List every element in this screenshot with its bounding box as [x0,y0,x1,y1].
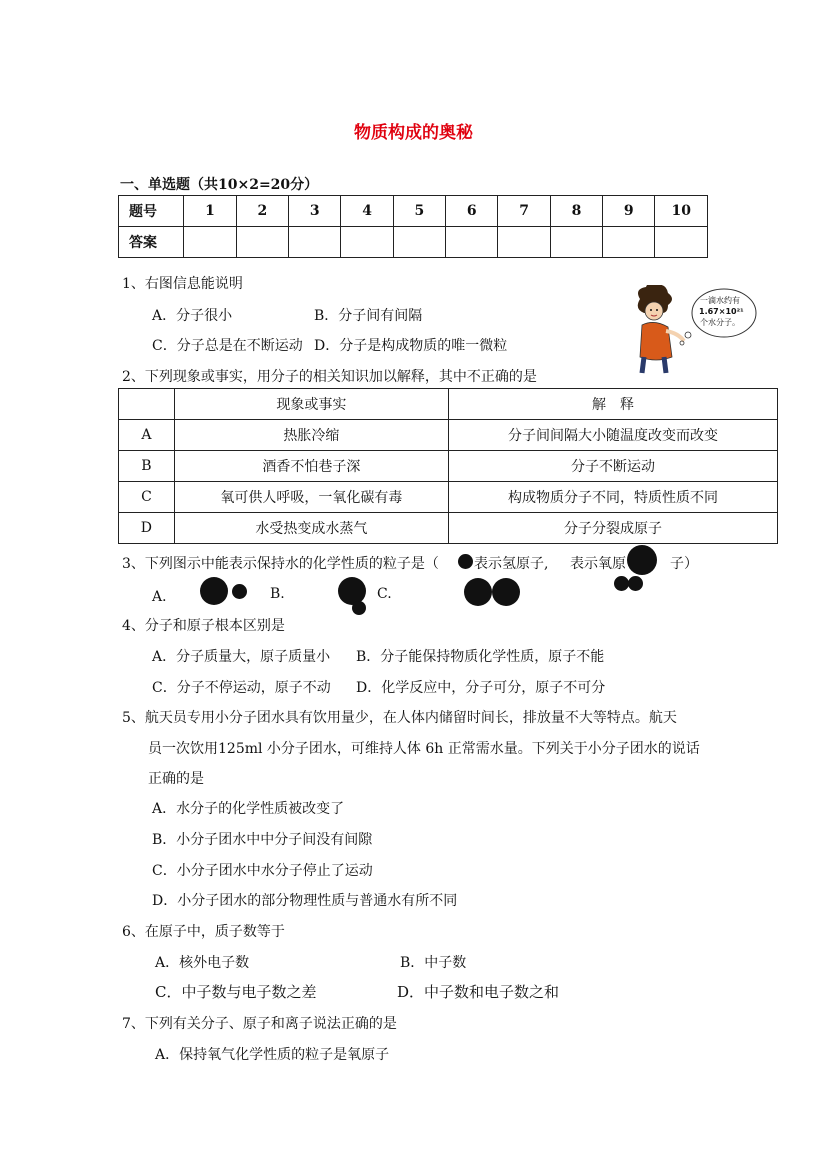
answer-number-cell: 9 [603,196,655,227]
question-5-option-b: B．小分子团水中中分子间没有间隙 [152,832,373,848]
question-6-stem: 6、在原子中，质子数等于 [122,924,285,940]
question-6-option-d: D．中子数和电子数之和 [397,983,560,1001]
answer-table-row-label: 题号 [119,196,184,227]
table-row [119,482,778,513]
question-3-option-a: A． [152,589,177,605]
question-7-option-a: A．保持氧气化学性质的粒子是氧原子 [155,1047,390,1063]
thought-bubble-line-2: 1.67×10²¹ [699,307,744,316]
answer-number-cell: 3 [289,196,341,227]
question-5-option-a: A．水分子的化学性质被改变了 [152,801,345,817]
table-cell: B [119,451,175,482]
section-heading: 一、单选题（共10×2=20分） [120,177,319,193]
question-6-option-b: B．中子数 [400,955,467,971]
answer-input-cell[interactable] [393,227,445,258]
question-5-option-c: C．小分子团水中水分子停止了运动 [152,863,373,879]
question-1-option-a: A．分子很小 [152,308,233,324]
question-1-stem: 1、右图信息能说明 [122,276,243,292]
question-4-option-c: C．分子不停运动，原子不动 [152,680,331,696]
question-1-option-b: B．分子间有间隔 [314,308,423,324]
answer-number-cell: 5 [393,196,445,227]
answer-number-cell: 8 [550,196,602,227]
question-3-option-c: C. [377,586,392,602]
question-4-option-b: B．分子能保持物质化学性质，原子不能 [356,649,605,665]
oxygen-atom-icon [200,577,228,605]
thought-bubble-line-1: 一滴水约有 [700,296,740,305]
answer-input-cell[interactable] [184,227,236,258]
answer-number-cell: 6 [446,196,498,227]
question-4-option-d: D．化学反应中，分子可分，原子不可分 [356,680,606,696]
table-row [119,420,778,451]
hydrogen-atom-icon [232,584,247,599]
answer-input-cell[interactable] [550,227,602,258]
question-6-option-c: C．中子数与电子数之差 [155,983,317,1001]
question-2-table [118,388,778,544]
answer-input-cell[interactable] [498,227,550,258]
question-5-option-d: D．小分子团水的部分物理性质与普通水有所不同 [152,893,458,909]
answer-input-cell[interactable] [236,227,288,258]
table-cell: 分子间间隔大小随温度改变而改变 [449,420,778,451]
table-cell: 构成物质分子不同，特质性质不同 [449,482,778,513]
answer-input-cell[interactable] [655,227,708,258]
thought-bubble-line-3: 个水分子。 [700,318,740,327]
question-1-option-c: C．分子总是在不断运动 [152,338,303,354]
question-5-stem-line-2: 员一次饮用125ml 小分子团水，可维持人体 6h 正常需水量。下列关于小分子团水的说话 [148,741,700,757]
table-row [119,451,778,482]
hydrogen-atom-icon [628,576,643,591]
answer-table-number-row [119,196,708,227]
question-4-option-a: A．分子质量大，原子质量小 [152,649,331,665]
question-3-oxygen-text: 表示氧原 [570,556,626,572]
question-2-header-row [119,389,778,420]
girl-illustration [630,285,760,375]
question-3-hydrogen-text: 表示氢原子, [474,556,549,572]
table-cell: 分子不断运动 [449,451,778,482]
question-3-stem-start: 3、下列图示中能表示保持水的化学性质的粒子是（ [122,556,439,572]
answer-input-cell[interactable] [446,227,498,258]
answer-number-cell: 4 [341,196,393,227]
question-5-stem-line-3: 正确的是 [148,771,204,787]
answer-input-cell[interactable] [341,227,393,258]
table-cell: D [119,513,175,544]
table-cell: 酒香不怕巷子深 [174,451,448,482]
answer-table-answer-row [119,227,708,258]
answer-number-cell: 7 [498,196,550,227]
table-row [119,513,778,544]
answer-input-cell[interactable] [289,227,341,258]
oxygen-atom-icon [492,578,520,606]
question-7-stem: 7、下列有关分子、原子和离子说法正确的是 [122,1016,397,1032]
hydrogen-atom-icon [352,601,366,615]
oxygen-atom-legend-icon [627,545,657,575]
hydrogen-atom-legend-icon [458,554,473,569]
table-header-cell: 现象或事实 [174,389,448,420]
page-title: 物质构成的奥秘 [354,123,473,143]
answer-input-cell[interactable] [603,227,655,258]
table-cell: 水受热变成水蒸气 [174,513,448,544]
table-cell: A [119,420,175,451]
question-5-stem-line-1: 5、航天员专用小分子团水具有饮用量少，在人体内储留时间长，排放量不大等特点。航天 [122,710,677,726]
question-1-option-d: D．分子是构成物质的唯一微粒 [314,338,508,354]
answer-number-cell: 10 [655,196,708,227]
answer-table-row-label: 答案 [119,227,184,258]
table-cell: 氧可供人呼吸，一氧化碳有毒 [174,482,448,513]
answer-table [118,195,708,258]
oxygen-atom-icon [464,578,492,606]
table-header-cell: 解 释 [449,389,778,420]
question-2-stem: 2、下列现象或事实，用分子的相关知识加以解释，其中不正确的是 [122,369,537,385]
table-cell: 热胀冷缩 [174,420,448,451]
answer-number-cell: 2 [236,196,288,227]
table-cell: 分子分裂成原子 [449,513,778,544]
hydrogen-atom-icon [614,576,629,591]
question-3-stem-end: 子） [670,556,698,572]
table-header-cell [119,389,175,420]
question-3-option-b: B. [270,586,285,602]
question-6-option-a: A．核外电子数 [155,955,250,971]
table-cell: C [119,482,175,513]
question-4-stem: 4、分子和原子根本区别是 [122,618,285,634]
answer-number-cell: 1 [184,196,236,227]
